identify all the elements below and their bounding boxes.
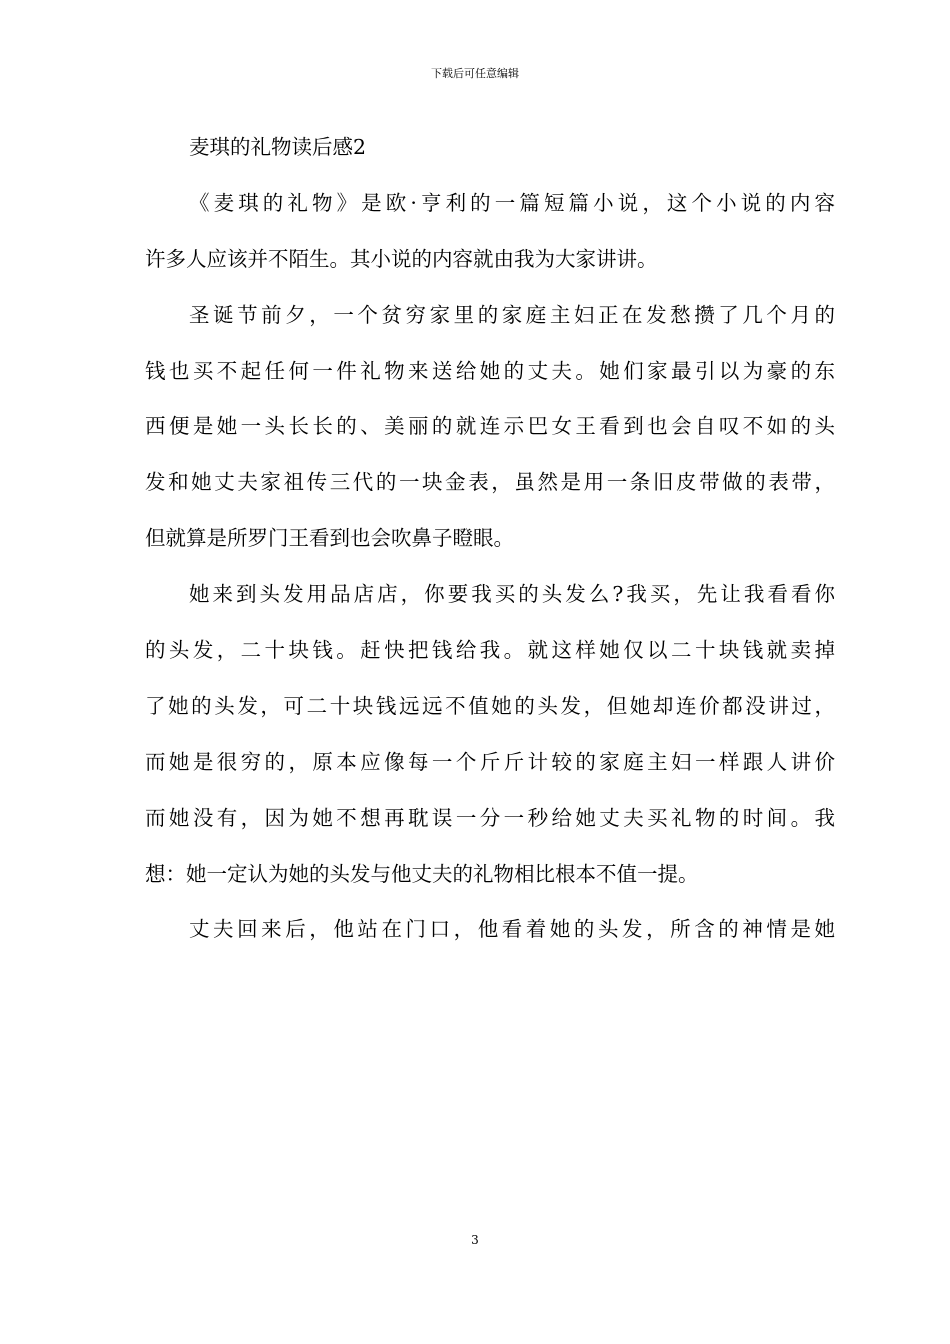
paragraph-line: 发和她丈夫家祖传三代的一块金表，虽然是用一条旧皮带做的表带， (145, 470, 835, 495)
paragraph-line: 圣诞节前夕，一个贫穷家里的家庭主妇正在发愁攒了几个月的 (189, 302, 835, 327)
paragraph-line: 而她没有，因为她不想再耽误一分一秒给她丈夫买礼物的时间。我 (145, 805, 835, 830)
document-body (145, 120, 835, 958)
paragraph-line: 了她的头发，可二十块钱远远不值她的头发，但她却连价都没讲过， (145, 693, 835, 718)
paragraph-line: 想：她一定认为她的头发与他丈夫的礼物相比根本不值一提。 (145, 861, 699, 886)
paragraph-line: 她来到头发用品店店，你要我买的头发么?我买，先让我看看你 (189, 582, 835, 607)
paragraph-line: 钱也买不起任何一件礼物来送给她的丈夫。她们家最引以为豪的东 (145, 358, 835, 383)
paragraph-line: 许多人应该并不陌生。其小说的内容就由我为大家讲讲。 (145, 246, 658, 271)
paragraph-line: 《麦琪的礼物》是欧·亨利的一篇短篇小说，这个小说的内容 (189, 190, 835, 215)
paragraph-line: 丈夫回来后，他站在门口，他看着她的头发，所含的神情是她 (189, 917, 835, 942)
page-header: 下载后可任意编辑 (431, 67, 519, 80)
paragraph-line: 而她是很穷的，原本应像每一个斤斤计较的家庭主妇一样跟人讲价 (145, 749, 835, 774)
page-number: 3 (471, 1233, 479, 1247)
paragraph-line: 但就算是所罗门王看到也会吹鼻子瞪眼。 (145, 526, 514, 551)
paragraph-line: 的头发，二十块钱。赶快把钱给我。就这样她仅以二十块钱就卖掉 (145, 638, 835, 663)
essay-title: 麦琪的礼物读后感2 (189, 135, 367, 159)
paragraph-line: 西便是她一头长长的、美丽的就连示巴女王看到也会自叹不如的头 (145, 414, 835, 439)
